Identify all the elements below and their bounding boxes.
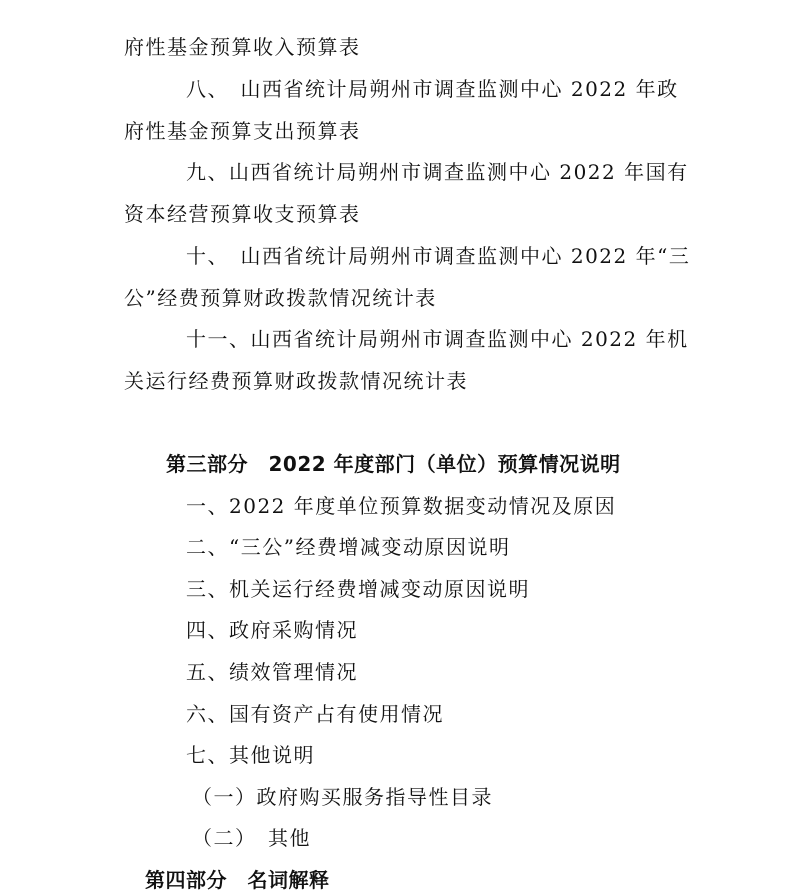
part3-item: 四、政府采购情况	[186, 618, 358, 642]
toc-line: 十一、山西省统计局朔州市调查监测中心 2022 年机	[186, 327, 689, 351]
toc-line: 关运行经费预算财政拨款情况统计表	[124, 369, 468, 393]
part3-item: 二、“三公”经费增减变动原因说明	[186, 535, 511, 559]
toc-line: 九、山西省统计局朔州市调查监测中心 2022 年国有	[186, 160, 689, 184]
toc-line: 十、 山西省统计局朔州市调查监测中心 2022 年“三	[186, 244, 691, 268]
toc-line: 八、 山西省统计局朔州市调查监测中心 2022 年政	[186, 77, 679, 101]
part3-subitem: （二） 其他	[192, 826, 311, 850]
part3-item: 一、2022 年度单位预算数据变动情况及原因	[186, 494, 617, 518]
toc-line: 府性基金预算支出预算表	[124, 119, 361, 143]
part4-heading: 第四部分 名词解释	[145, 868, 330, 892]
part3-item: 六、国有资产占有使用情况	[186, 702, 444, 726]
part3-item: 七、其他说明	[186, 743, 315, 767]
toc-line: 公”经费预算财政拨款情况统计表	[124, 286, 437, 310]
toc-line: 府性基金预算收入预算表	[124, 35, 361, 59]
toc-line: 资本经营预算收支预算表	[124, 202, 361, 226]
part3-subitem: （一）政府购买服务指导性目录	[192, 785, 493, 809]
part3-item: 五、绩效管理情况	[186, 660, 358, 684]
part3-item: 三、机关运行经费增减变动原因说明	[186, 577, 530, 601]
part3-heading: 第三部分 2022 年度部门（单位）预算情况说明	[166, 452, 621, 476]
